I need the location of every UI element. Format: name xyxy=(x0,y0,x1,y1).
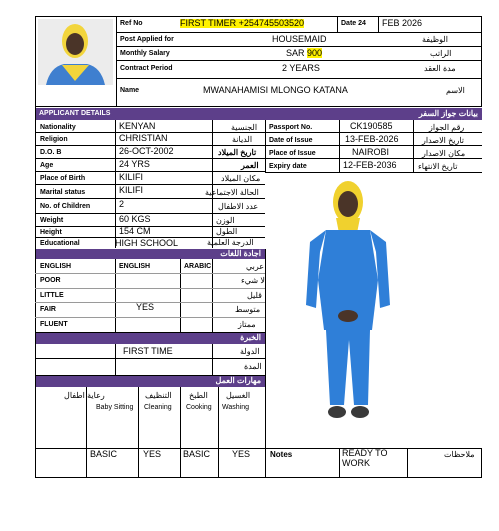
place-of-issue-arabic: مكان الاصدار xyxy=(422,149,466,158)
person-portrait-icon xyxy=(38,19,113,85)
weight-value: 60 KGS xyxy=(119,214,151,224)
lang-row-little-ar: قليل xyxy=(247,291,262,300)
notes-value: READY TO WORK xyxy=(342,448,388,468)
dob-value: 26-OCT-2002 xyxy=(119,146,174,156)
children-value: 2 xyxy=(119,199,125,209)
contract-period-arabic: مدة العقد xyxy=(424,64,456,73)
skill-babysitting-ar: رعاية اطفال xyxy=(64,391,105,400)
place-of-birth-label: Place of Birth xyxy=(40,175,86,182)
notes-arabic: ملاحظات xyxy=(444,450,475,459)
children-arabic: عدد الاطفال xyxy=(218,202,259,211)
name-value: MWANAHAMISI MLONGO KATANA xyxy=(203,85,348,95)
name-label: Name xyxy=(120,87,140,94)
skill-babysitting-level: BASIC xyxy=(90,449,118,459)
height-label: Height xyxy=(40,229,62,236)
date-of-issue-label: Date of Issue xyxy=(269,137,313,144)
salary-arabic: الراتب xyxy=(430,49,452,58)
passport-no-arabic: رقم الجواز xyxy=(429,123,465,132)
height-arabic: الطول xyxy=(216,227,238,236)
skill-washing-ar: الغسيل xyxy=(226,391,251,400)
lang-row-fluent-ar: ممتاز xyxy=(238,320,256,329)
passport-no-value: CK190585 xyxy=(350,121,393,131)
height-value: 154 CM xyxy=(119,226,151,236)
dob-arabic: تاريخ الميلاد xyxy=(218,148,257,157)
nationality-arabic: الجنسية xyxy=(231,123,258,132)
educational-arabic: الدرجة العلمية xyxy=(207,238,254,247)
expiry-date-label: Expiry date xyxy=(269,163,307,170)
applicant-details-title: APPLICANT DETAILS xyxy=(39,110,111,117)
religion-label: Religion xyxy=(40,136,68,143)
experience-country-value: FIRST TIME xyxy=(123,346,173,356)
languages-band xyxy=(36,249,265,259)
lang-row-fair: FAIR xyxy=(40,306,56,313)
lang-header-english-1: ENGLISH xyxy=(40,263,72,270)
expiry-date-value: 12-FEB-2036 xyxy=(343,160,397,170)
skill-cooking-ar: الطبخ xyxy=(189,391,208,400)
languages-section-title: اجادة اللغات xyxy=(220,249,261,258)
post-applied-value: HOUSEMAID xyxy=(272,34,327,44)
lang-header-english-2: ENGLISH xyxy=(119,263,151,270)
date-value: FEB 2026 xyxy=(382,18,423,28)
place-of-birth-arabic: مكان الميلاد xyxy=(221,174,261,183)
experience-band xyxy=(36,333,265,344)
lang-row-fair-ar: متوسط xyxy=(235,305,261,314)
age-label: Age xyxy=(40,162,54,169)
skill-cleaning-level: YES xyxy=(143,449,162,459)
top-border xyxy=(35,16,482,17)
applicant-details-band xyxy=(36,108,272,120)
post-applied-label: Post Applied for xyxy=(120,36,174,43)
skill-babysitting-en: Baby Sitting xyxy=(96,404,134,411)
salary-value xyxy=(286,49,322,58)
passport-no-label: Passport No. xyxy=(269,124,313,131)
religion-arabic: الديانة xyxy=(232,135,253,144)
lang-row-little: LITTLE xyxy=(40,292,64,299)
contract-period-label: Contract Period xyxy=(120,65,173,72)
experience-section-title: الخبرة xyxy=(240,333,261,342)
place-of-birth-value: KILIFI xyxy=(119,172,144,182)
skill-cleaning-ar: التنظيف xyxy=(145,391,172,400)
weight-arabic: الوزن xyxy=(216,216,235,225)
nationality-label: Nationality xyxy=(40,124,76,131)
skill-washing-level: YES xyxy=(232,449,251,459)
place-of-issue-value: NAIROBI xyxy=(352,147,390,157)
educational-value: HIGH SCHOOL xyxy=(115,238,179,248)
expiry-date-arabic: تاريخ الانتهاء xyxy=(418,162,458,171)
name-arabic: الاسم xyxy=(446,86,465,95)
person-fullbody-icon xyxy=(302,180,394,425)
lang-row-fair-english: YES xyxy=(136,302,155,312)
marital-status-value: KILIFI xyxy=(119,185,144,195)
ref-no-value: FIRST TIMER +254745503520 xyxy=(180,18,304,28)
children-label: No. of Children xyxy=(40,203,91,210)
date-of-issue-value: 13-FEB-2026 xyxy=(345,134,399,144)
salary-currency: SAR xyxy=(286,48,305,58)
ref-no-label: Ref No xyxy=(120,20,143,27)
skills-band xyxy=(36,376,265,387)
salary-amount: 900 xyxy=(307,48,323,58)
lang-header-arabic-ar: عربي xyxy=(246,262,265,271)
notes-label: Notes xyxy=(270,450,293,459)
skill-cooking-level: BASIC xyxy=(183,449,211,459)
skills-section-title: مهارات العمل xyxy=(215,376,261,385)
nationality-value: KENYAN xyxy=(119,121,156,131)
date-label: Date 24 xyxy=(341,20,366,27)
age-arabic: العمر xyxy=(241,161,259,170)
marital-status-label: Marital status xyxy=(40,189,86,196)
dob-label: D.O. B xyxy=(40,149,62,156)
contract-period-value: 2 YEARS xyxy=(282,63,320,73)
lang-row-poor-ar: لا شيء xyxy=(241,276,265,285)
lang-header-arabic: ARABIC xyxy=(184,263,212,270)
place-of-issue-label: Place of Issue xyxy=(269,150,316,157)
date-of-issue-arabic: تاريخ الاصدار xyxy=(422,136,465,145)
portrait-photo xyxy=(38,19,113,85)
marital-status-arabic: الحالة الاجتماعية xyxy=(205,188,259,197)
full-body-photo xyxy=(302,180,394,425)
experience-country-ar: الدولة xyxy=(240,347,260,356)
skill-cleaning-en: Cleaning xyxy=(144,404,172,411)
age-value: 24 YRS xyxy=(119,159,150,169)
passport-band xyxy=(265,108,482,120)
post-applied-arabic: الوظيفة xyxy=(422,35,448,44)
skill-washing-en: Washing xyxy=(222,404,249,411)
skill-cooking-en: Cooking xyxy=(186,404,212,411)
educational-label: Educational xyxy=(40,240,80,247)
religion-value: CHRISTIAN xyxy=(119,133,168,143)
lang-row-poor: POOR xyxy=(40,277,61,284)
lang-row-fluent: FLUENT xyxy=(40,321,68,328)
experience-period-ar: المدة xyxy=(244,362,262,371)
weight-label: Weight xyxy=(40,217,64,224)
monthly-salary-label: Monthly Salary xyxy=(120,50,170,57)
passport-section-title: بيانات جواز السفر xyxy=(418,109,478,118)
